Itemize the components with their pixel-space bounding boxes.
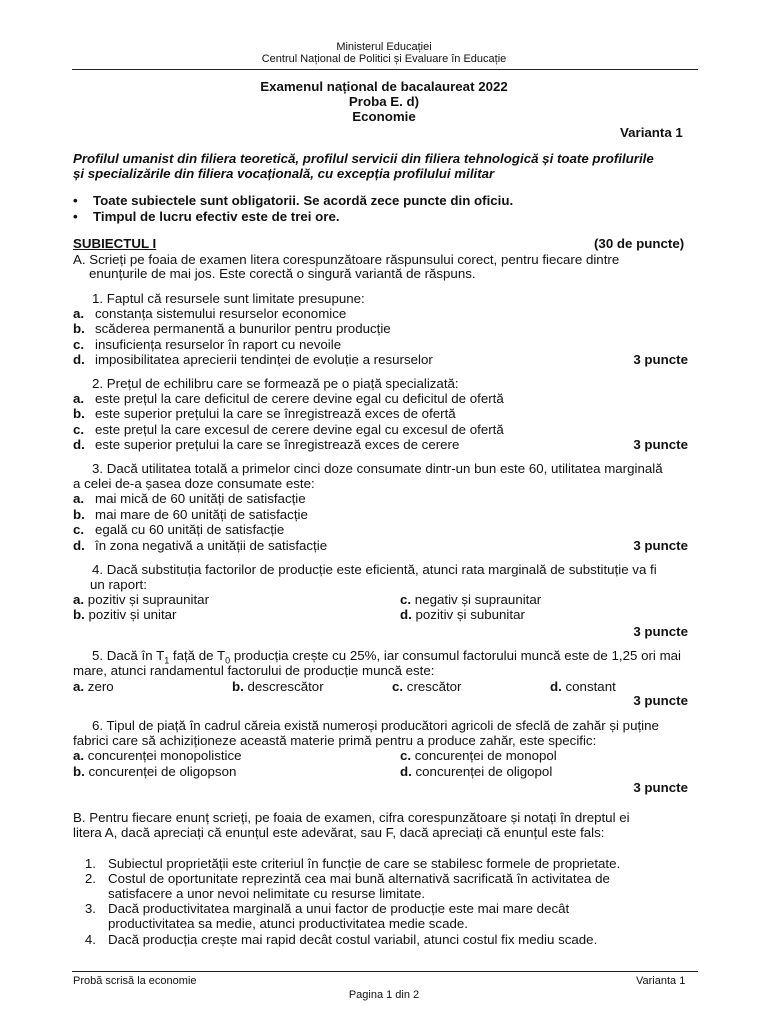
- q6-option-d: d. concurenței de oligopol: [400, 764, 553, 779]
- q4-option-d: d. pozitiv și subunitar: [400, 607, 525, 622]
- part-a-instructions-2: enunțurile de mai jos. Este corectă o singură variantă de răspuns.: [89, 266, 476, 281]
- profile-line-2: și specializările din filiera vocațională, cu excepția profilului militar: [73, 166, 495, 181]
- question-5-line-2: mare, atunci randamentul factorului de producție muncă este:: [73, 663, 435, 678]
- q4-option-c: c. negativ și supraunitar: [400, 592, 542, 607]
- q4-option-a: a. pozitiv și supraunitar: [73, 592, 210, 607]
- question-3-line-2: a celei de-a șasea doze consumate este:: [73, 476, 315, 491]
- q4-option-b: b. pozitiv și unitar: [73, 607, 177, 622]
- footer-divider: [72, 971, 698, 972]
- footer-left: Probă scrisă la economie: [73, 975, 197, 987]
- part-a-instructions-1: A. Scrieți pe foaia de examen litera corespunzătoare răspunsului corect, pentru fiecare dintre: [73, 252, 620, 267]
- header-divider: [72, 69, 698, 70]
- exam-proba: Proba E. d): [348, 94, 420, 109]
- part-b-instructions-1: B. Pentru fiecare enunț scrieți, pe foaia de examen, cifra corespunzătoare și notați în dreptul ei: [73, 810, 630, 825]
- q2-option-c: c. este prețul la care excesul de cerere devine egal cu excesul de ofertă: [73, 422, 504, 437]
- rule-item: • Toate subiectele sunt obligatorii. Se acordă zece puncte din oficiu.: [73, 193, 514, 208]
- statement-1: 1. Subiectul proprietății este criteriul în funcție de care se stabilesc formele de proprietate.: [84, 856, 621, 871]
- q6-points: 3 puncte: [633, 780, 688, 795]
- q5-option-d: d. constant: [550, 679, 616, 694]
- bullet-icon: •: [73, 209, 78, 224]
- statement-2: 2. Costul de oportunitate reprezintă cea mai bună alternativă sacrificată în activitatea de: [84, 871, 610, 886]
- question-6-line-2: fabrici care să achiziționeze această materie primă pentru a produce zahăr, este specific:: [73, 733, 597, 748]
- q2-option-a: a. este prețul la care deficitul de cerere devine egal cu deficitul de ofertă: [73, 391, 504, 406]
- q4-points: 3 puncte: [633, 624, 688, 639]
- statement-3: 3. Dacă productivitatea marginală a unui factor de producție este mai mare decât: [84, 901, 570, 916]
- exam-subject: Economie: [352, 109, 416, 124]
- q1-option-d: d. imposibilitatea aprecierii tendinței de evoluție a resurselor: [73, 352, 433, 367]
- bullet-icon: •: [73, 193, 78, 208]
- question-5-line-1: 5. Dacă în $T_1$ față de $T_0$ producția crește cu 25%, iar consumul factorului muncă este de 1,25 ori mai: [92, 648, 681, 666]
- subject-title: SUBIECTUL I: [73, 236, 157, 251]
- question-2: 2. Prețul de echilibru care se formează pe o piață specializată:: [92, 376, 459, 391]
- ministry-name: Ministerul Educației: [336, 41, 432, 53]
- statement-2-cont: satisfacere a unor nevoi nelimitate cu resurse limitate.: [108, 886, 426, 901]
- statement-3-cont: productivitatea sa medie, atunci productivitatea medie scade.: [108, 916, 468, 931]
- statement-4: 4. Dacă producția crește mai rapid decât costul variabil, atunci costul fix mediu scade.: [84, 932, 598, 947]
- question-6-line-1: 6. Tipul de piață în cadrul căreia există numeroși producători agricoli de sfeclă de zahăr și puține: [92, 718, 659, 733]
- q6-option-a: a. concurenței monopolistice: [73, 748, 242, 763]
- center-name: Centrul Național de Politici și Evaluare în Educație: [261, 53, 507, 65]
- q3-option-c: c. egală cu 60 unități de satisfacție: [73, 522, 285, 537]
- part-b-instructions-2: litera A, dacă apreciați că enunțul este adevărat, sau F, dacă apreciați că enunțul este fals:: [73, 825, 605, 840]
- q1-option-b: b. scăderea permanentă a bunurilor pentru producție: [73, 321, 391, 336]
- q6-option-b: b. concurenței de oligopson: [73, 764, 237, 779]
- q6-option-c: c. concurenței de monopol: [400, 748, 557, 763]
- q3-option-a: a. mai mică de 60 unități de satisfacție: [73, 491, 306, 506]
- footer-right: Varianta 1: [636, 975, 686, 987]
- q1-option-c: c. insuficiența resurselor în raport cu nevoile: [73, 337, 342, 352]
- subject-points: (30 de puncte): [594, 236, 685, 251]
- exam-title: Examenul național de bacalaureat 2022: [260, 79, 508, 94]
- q1-points: 3 puncte: [633, 352, 688, 367]
- question-4-line-2: un raport:: [90, 577, 147, 592]
- profile-line-1: Profilul umanist din filiera teoretică, profilul servicii din filiera tehnologică și toate profilurile: [73, 151, 654, 166]
- q3-option-b: b. mai mare de 60 unități de satisfacție: [73, 507, 308, 522]
- q2-points: 3 puncte: [633, 437, 688, 452]
- q5-option-a: a. zero: [73, 679, 114, 694]
- q2-option-b: b. este superior prețului la care se înregistrează exces de ofertă: [73, 406, 456, 421]
- q3-points: 3 puncte: [633, 538, 688, 553]
- q5-points: 3 puncte: [633, 693, 688, 708]
- q5-option-c: c. crescător: [392, 679, 462, 694]
- q2-option-d: d. este superior prețului la care se înregistrează exces de cerere: [73, 437, 460, 452]
- rule-item: • Timpul de lucru efectiv este de trei ore.: [73, 209, 340, 224]
- page-number: Pagina 1 din 2: [348, 989, 420, 1001]
- variant-label: Varianta 1: [620, 125, 683, 140]
- question-4-line-1: 4. Dacă substituția factorilor de producție este eficientă, atunci rata marginală de substituție va fi: [92, 562, 657, 577]
- question-3-line-1: 3. Dacă utilitatea totală a primelor cinci doze consumate dintr-un bun este 60, utilitatea marginală: [92, 461, 663, 476]
- q3-option-d: d. în zona negativă a unității de satisfacție: [73, 538, 328, 553]
- question-1: 1. Faptul că resursele sunt limitate presupune:: [92, 291, 365, 306]
- q1-option-a: a. constanța sistemului resurselor economice: [73, 306, 347, 321]
- q5-option-b: b. descrescător: [232, 679, 324, 694]
